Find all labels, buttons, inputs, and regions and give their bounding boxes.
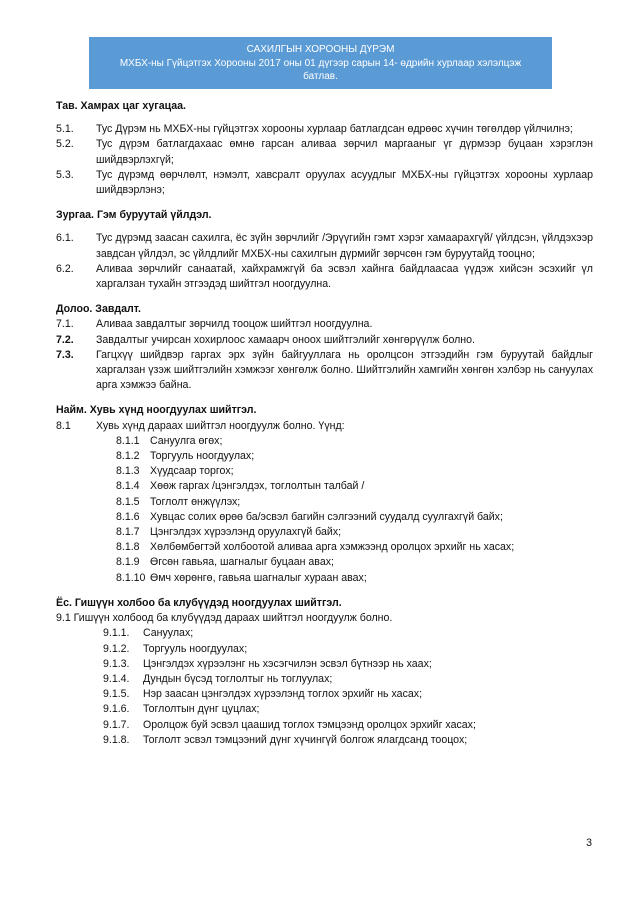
- list-number: 9.1.7.: [103, 718, 130, 731]
- list-item: [56, 510, 593, 525]
- clause-6-2: [56, 262, 593, 292]
- list-item: [56, 657, 593, 672]
- clause-text: Хувь хүнд дараах шийтгэл ноогдуулж болно. Үүнд:: [96, 419, 345, 432]
- list-item: [56, 687, 593, 702]
- list-number: 8.1.6: [116, 510, 140, 523]
- list-item: [56, 449, 593, 464]
- clause-7-3: [56, 348, 593, 394]
- list-item: [56, 495, 593, 510]
- clause-text: Аливаа зөрчлийг санаатай, хайхрамжгүй ба эсвэл хайнга байдлаасаа үүдэж хийсэн эсэхийг үл харгалзан тухайн этгээдэд шийтгэл ноогдуулна.: [96, 262, 593, 291]
- list-item: [56, 733, 593, 748]
- section-9-intro: 9.1 Гишүүн холбоод ба клубүүдэд дараах шийтгэл ноогдуулж болно.: [56, 612, 393, 625]
- clause-number: 8.1: [56, 419, 71, 432]
- list-number: 8.1.8: [116, 541, 140, 554]
- list-item: [56, 479, 593, 494]
- list-text: Торгууль ноогдуулах;: [150, 450, 255, 463]
- list-number: 9.1.2.: [103, 642, 130, 655]
- clause-6-1: [56, 231, 593, 261]
- list-number: 8.1.9: [116, 556, 140, 569]
- clause-number: 7.1.: [56, 318, 74, 331]
- list-item: [56, 626, 593, 641]
- list-text: Тоглолт өнжүүлэх;: [150, 495, 241, 508]
- list-number: 9.1.6.: [103, 703, 130, 716]
- clause-number: 6.2.: [56, 262, 74, 275]
- clause-5-2: [56, 137, 593, 167]
- list-number: 8.1.7: [116, 526, 140, 539]
- list-item: [56, 642, 593, 657]
- list-text: Өмч хөрөнгө, гавьяа шагналыг хураан авах;: [150, 571, 367, 584]
- list-item: [56, 464, 593, 479]
- list-item: [56, 702, 593, 717]
- list-number: 8.1.4: [116, 480, 140, 493]
- list-item: [56, 525, 593, 540]
- list-text: Өгсөн гавьяа, шагналыг буцаан авах;: [150, 556, 334, 569]
- list-item: [56, 540, 593, 555]
- clause-number: 7.3.: [56, 348, 74, 361]
- section-8-heading: Найм. Хувь хүнд ноогдуулах шийтгэл.: [56, 404, 257, 417]
- section-9-heading: Ёс. Гишүүн холбоо ба клубүүдэд ноогдуулах шийтгэл.: [56, 596, 342, 609]
- clause-5-1: [56, 122, 593, 137]
- list-number: 9.1.1.: [103, 627, 130, 640]
- list-number: 9.1.8.: [103, 733, 130, 746]
- list-text: Сануулга өгөх;: [150, 434, 223, 447]
- list-number: 8.1.3: [116, 465, 140, 478]
- page-number: 3: [586, 837, 592, 849]
- list-number: 9.1.4.: [103, 672, 130, 685]
- list-item: [56, 672, 593, 687]
- banner-subtitle-line1: МХБХ-ны Гүйцэтгэх Хорооны 2017 оны 01 дүгээр сарын 14- өдрийн хурлаар хэлэлцэж: [119, 57, 522, 69]
- clause-8-1: [56, 419, 593, 434]
- list-text: Цэнгэлдэх хүрээлэнг нь хэсэгчилэн эсвэл бүтнээр нь хаах;: [143, 657, 432, 670]
- banner-subtitle-line2: батлав.: [303, 71, 338, 82]
- list-text: Цэнгэлдэх хүрээлэнд оруулахгүй байх;: [150, 526, 342, 539]
- list-number: 8.1.5: [116, 495, 140, 508]
- list-text: Дундын бүсэд тоглолтыг нь тоглуулах;: [143, 672, 333, 685]
- clause-number: 5.1.: [56, 123, 74, 136]
- section-5-heading: Тав. Хамрах цаг хугацаа.: [56, 100, 186, 112]
- list-number: 8.1.10: [116, 571, 146, 584]
- list-text: Тоглолтын дүнг цуцлах;: [143, 703, 260, 716]
- list-number: 9.1.5.: [103, 688, 130, 701]
- list-number: 8.1.2: [116, 450, 140, 463]
- list-item: [56, 434, 593, 449]
- document-body: [56, 99, 593, 748]
- list-text: Нэр заасан цэнгэлдэх хүрээлэнд тоглох эрхийг нь хасах;: [143, 688, 423, 701]
- clause-7-2: [56, 333, 593, 348]
- banner-title: САХИЛГЫН ХОРООНЫ ДҮРЭМ: [246, 44, 395, 55]
- clause-text: Завдалтыг учирсан хохирлоос хамаарч оноох шийтгэлийг хөнгөрүүлж болно.: [96, 333, 475, 346]
- list-text: Тоглолт эсвэл тэмцээний дүнг хүчингүй болгож ялагдсанд тооцох;: [143, 733, 468, 746]
- list-number: 8.1.1: [116, 434, 140, 447]
- list-text: Сануулах;: [143, 627, 194, 640]
- list-item: [56, 571, 593, 586]
- list-text: Хувцас солих өрөө ба/эсвэл багийн сэлгээний суудалд суулгахгүй байх;: [150, 510, 503, 523]
- list-item: [56, 718, 593, 733]
- clause-text: Тус дүрэмд заасан сахилга, ёс зүйн зөрчлийг /Эрүүгийн гэмт хэрэг хамаарахгүй/ үйлдсэн, үйлдэхээр завдсан үйлдэл, эс үйлдлийг МХБХ-ны сахилгын дүрмийг зөрчсөн гэм буруутайд тооцно;: [96, 232, 593, 260]
- clause-text: Тус дүрэмд өөрчлөлт, нэмэлт, хавсралт оруулах асуудлыг МХБХ-ны гүйцэтгэх хорооны хурлаар шийдвэрлэнэ;: [96, 168, 593, 197]
- clause-text: Гагцхүү шийдвэр гаргах эрх зүйн байгууллага нь оролцсон этгээдийн гэм буруутай байдлыг харгалзан үзэж шийтгэлийн хэмжээг хөнгөлж болно. Шийтгэлийн хамгийн хөнгөн хэлбэр нь сануулах арга хэмжээ байна.: [96, 348, 593, 392]
- clause-number: 5.2.: [56, 138, 74, 151]
- list-text: Хөөж гаргах /цэнгэлдэх, тоглолтын талбай /: [150, 480, 365, 493]
- clause-number: 5.3.: [56, 168, 74, 181]
- clause-number: 7.2.: [56, 333, 74, 346]
- list-number: 9.1.3.: [103, 657, 130, 670]
- clause-text: Аливаа завдалтыг зөрчилд тооцож шийтгэл ноогдуулна.: [96, 318, 373, 331]
- list-text: Хүудсаар торгох;: [150, 465, 234, 478]
- clause-text: Тус Дүрэм нь МХБХ-ны гүйцэтгэх хорооны хурлаар батлагдсан өдрөөс хүчин төгөлдөр үйлчилнэ;: [96, 123, 573, 136]
- clause-7-1: [56, 317, 593, 332]
- clause-number: 6.1.: [56, 232, 74, 245]
- title-banner: [89, 37, 552, 89]
- section-6-heading: Зургаа. Гэм буруутай үйлдэл.: [56, 209, 212, 222]
- list-item: [56, 555, 593, 570]
- clause-text: Тус дүрэм батлагдахаас өмнө гарсан аливаа зөрчил маргааныг үг дүрмээр буцаан хэрэглэн шийдвэрлэхгүй;: [96, 138, 593, 166]
- section-7-heading: Долоо. Завдалт.: [56, 303, 141, 316]
- clause-5-3: [56, 168, 593, 198]
- list-text: Хөлбөмбөгтэй холбоотой аливаа арга хэмжээнд оролцох эрхийг нь хасах;: [150, 541, 515, 554]
- list-text: Оролцож буй эсвэл цаашид тоглох тэмцээнд оролцох эрхийг хасах;: [143, 718, 476, 731]
- list-text: Торгууль ноогдуулах;: [143, 642, 248, 655]
